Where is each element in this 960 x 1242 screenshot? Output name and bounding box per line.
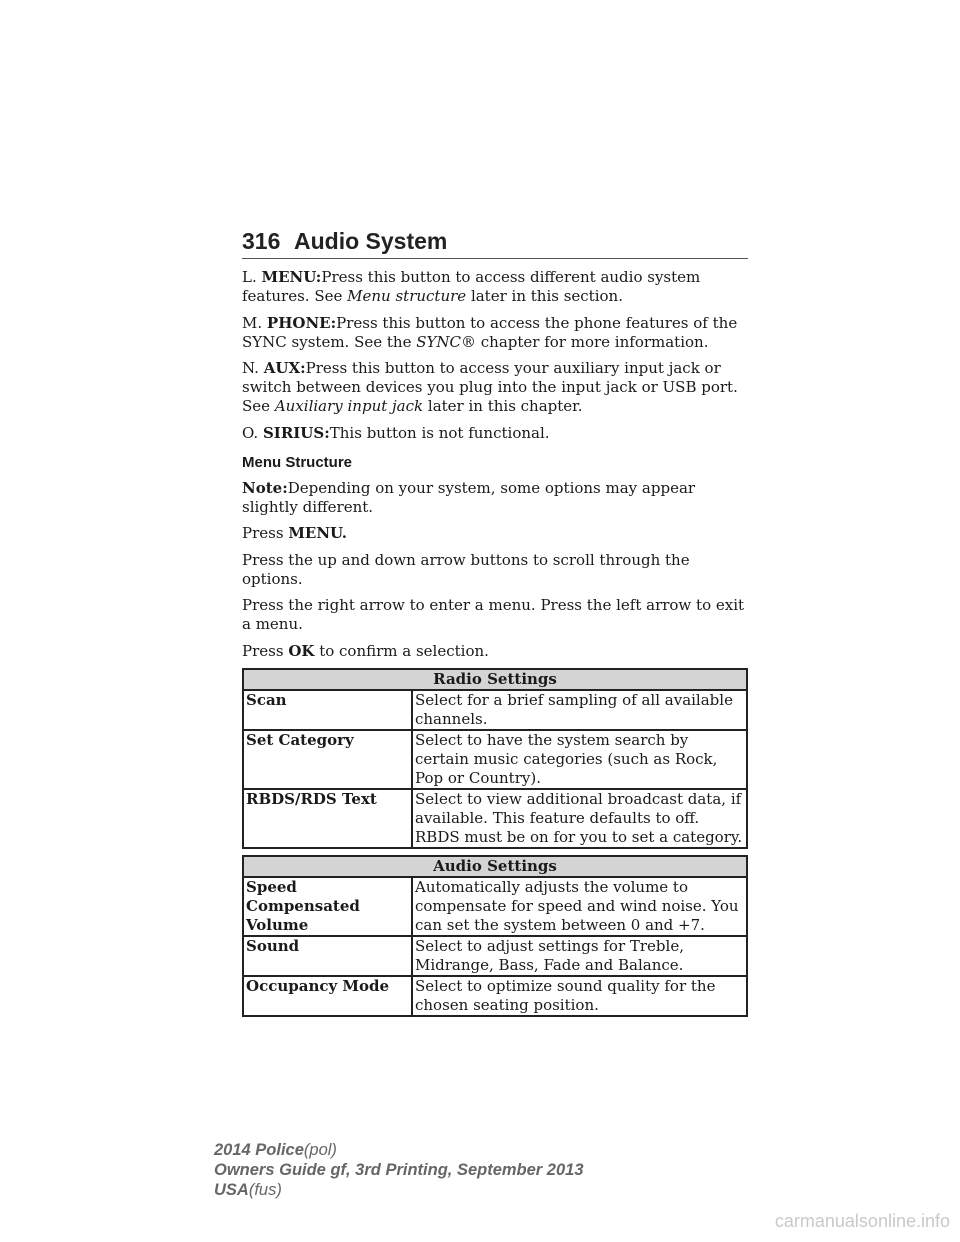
- scroll-line: Press the up and down arrow buttons to scroll through the options.: [242, 550, 690, 588]
- table-row: Sound Select to adjust settings for Treble, Midrange, Bass, Fade and Balance.: [243, 936, 747, 976]
- confirm-line: Press OK to confirm a selection.: [242, 641, 489, 660]
- page-footer: 2014 Police(pol) Owners Guide gf, 3rd Printing, September 2013 USA(fus): [214, 1141, 584, 1199]
- page-number: 316: [242, 228, 281, 254]
- item-sirius: O. SIRIUS:This button is not functional.: [242, 423, 550, 442]
- section-title: Audio System: [294, 228, 448, 254]
- page-body: [242, 268, 748, 1023]
- radio-settings-table: [242, 668, 748, 849]
- item-phone: M. PHONE:Press this button to access the phone features of the SYNC system. See the SYNC® chapter for more information.: [242, 313, 738, 351]
- press-menu-line: Press MENU.: [242, 524, 347, 542]
- table-row: Speed Compensated Volume Automatically adjusts the volume to compensate for speed and wind noise. You can set the system between 0 and +7.: [243, 877, 747, 936]
- table-title: Radio Settings: [243, 669, 747, 690]
- watermark: carmanualsonline.info: [774, 1211, 950, 1231]
- audio-settings-table: [242, 855, 748, 1017]
- table-row: Set Category Select to have the system search by certain music categories (such as Rock, Pop or Country).: [243, 730, 747, 789]
- item-aux: N. AUX:Press this button to access your auxiliary input jack or switch between devices you plug into the input jack or USB port. See Auxiliary input jack later in this chapter.: [242, 359, 738, 415]
- table-row: Occupancy Mode Select to optimize sound quality for the chosen seating position.: [243, 976, 747, 1016]
- table-row: RBDS/RDS Text Select to view additional broadcast data, if available. This feature defaults to off. RBDS must be on for you to set a category.: [243, 789, 747, 848]
- note-paragraph: Note:Depending on your system, some options may appear slightly different.: [242, 478, 696, 516]
- table-row: Scan Select for a brief sampling of all available channels.: [243, 690, 747, 730]
- enter-exit-line: Press the right arrow to enter a menu. Press the left arrow to exit a menu.: [242, 596, 745, 633]
- item-menu: L. MENU:Press this button to access different audio system features. See Menu structure later in this section.: [242, 268, 701, 305]
- table-title: Audio Settings: [243, 856, 747, 877]
- header-rule: [242, 258, 748, 259]
- menu-structure-heading: Menu Structure: [242, 453, 353, 471]
